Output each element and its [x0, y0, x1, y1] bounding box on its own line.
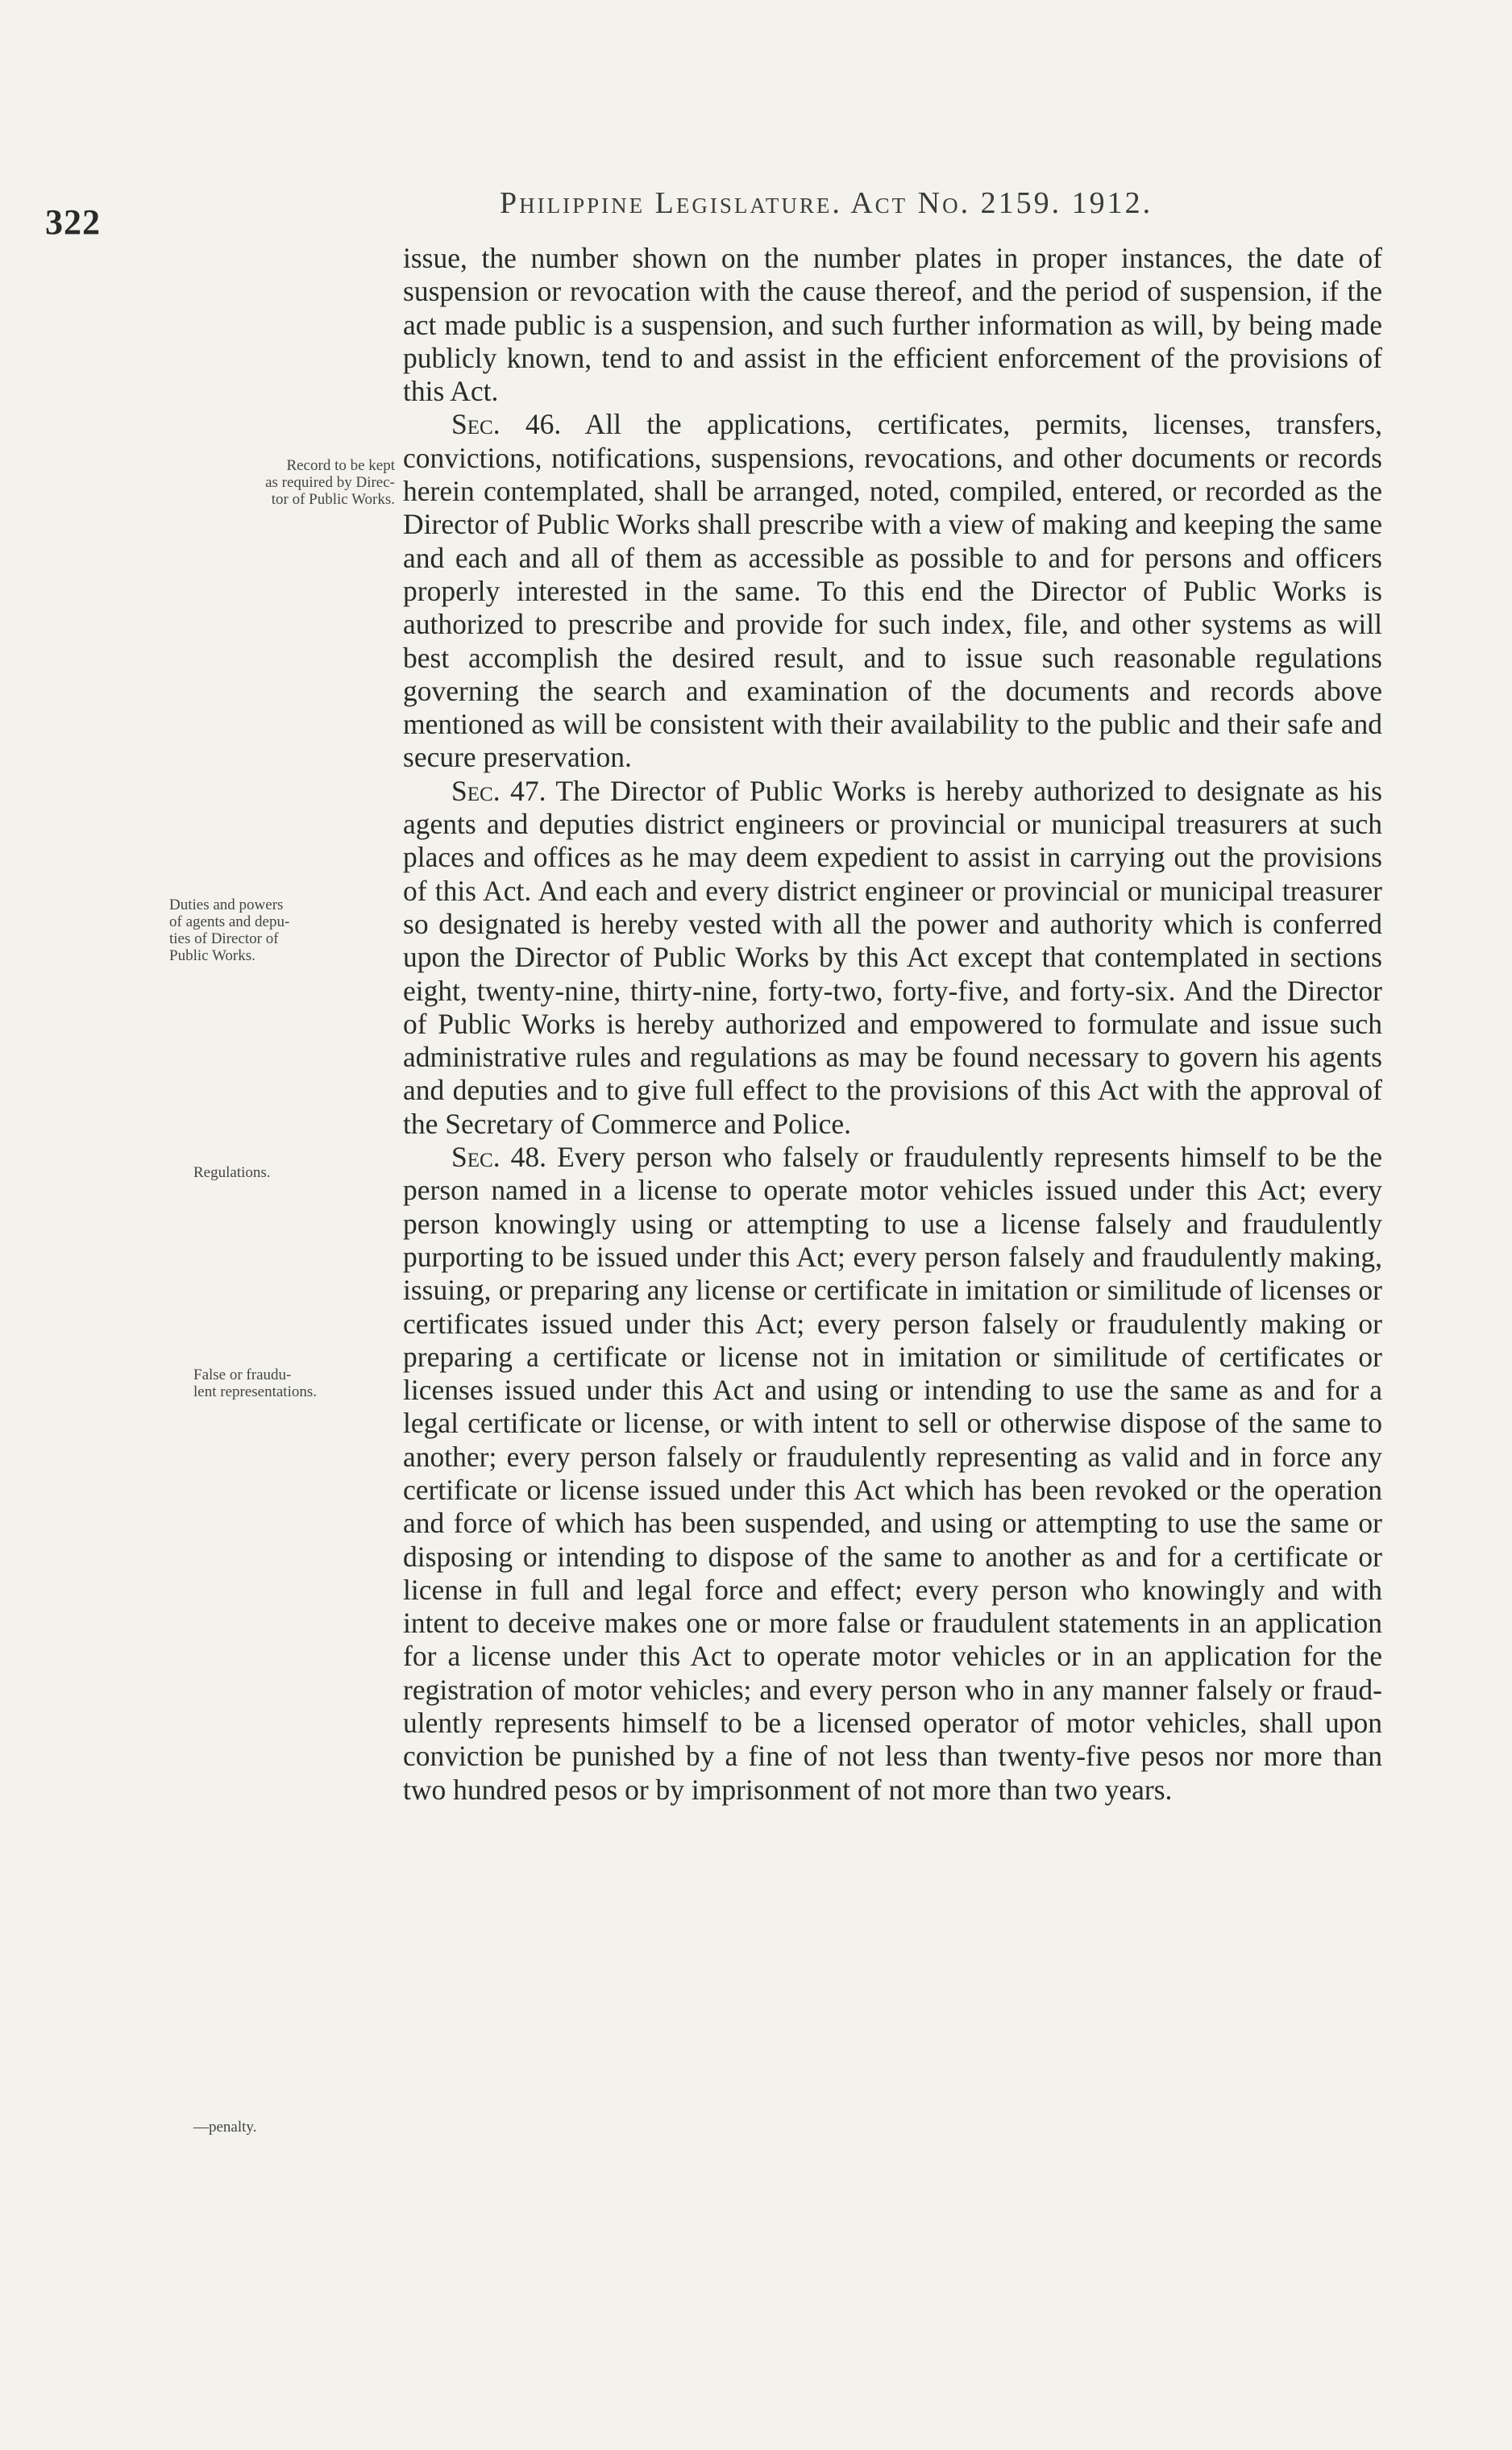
- paragraph-sec-47: [403, 775, 1382, 1141]
- paragraph-sec-48: [403, 1141, 1382, 1807]
- section-label: Sec. 46.: [451, 408, 562, 441]
- margin-note-line: Regulations.: [193, 1164, 271, 1181]
- margin-note-line: as required by Direc-: [265, 474, 395, 491]
- margin-note-line: ties of Director of: [169, 930, 279, 947]
- section-label: Sec. 48.: [451, 1141, 547, 1174]
- running-head: Philippine Legislature. Act No. 2159. 1912.: [500, 186, 1153, 220]
- section-text: The Director of Public Works is hereby authorized to designate as his agents and deputies district engineers or provincial or municipal treasurers at such places and offices as he may deem expedient to assist in carrying out the provisions of this Act. And each and every district engineer or provincial or municipal treasurer so designated is hereby vested with all the power and authority which is conferred upon the Director of Public Works by this Act except that contemplated in sections eight, twenty-nine, thirty-nine, forty-two, forty-five, and forty-six. And the Director of Public Works is hereby authorized and empowered to formulate and issue such administrative rules and regulations as may be found necessary to govern his agents and deputies and to give full effect to the provisions of this Act with the approval of the Secretary of Commerce and Police.: [403, 774, 1382, 1140]
- margin-note-line: of agents and depu-: [169, 913, 290, 930]
- margin-note-line: lent representations.: [193, 1383, 318, 1400]
- margin-note-line: False or fraudu-: [193, 1366, 292, 1383]
- paragraph-sec-46: [403, 408, 1382, 774]
- body-text: [403, 242, 1382, 1807]
- margin-note-line: Duties and powers: [169, 896, 284, 913]
- margin-note-record: [153, 457, 395, 508]
- section-text: Every person who falsely or fraudulently represents himself to be the person named in a license to operate motor vehicles issued under this Act; every person knowingly using or attempting to use a license falsely and fraudulently purporting to be issued under this Act; every person falsely and fraudulently making, issuing, or preparing any license or certificate in imitation or similitude of licenses or certificates issued under this Act; every person falsely or fraudulently making or preparing a certificate or license not in imitation or similitude of certificates or licenses issued under this Act and using or intending to use the same as and for a legal certificate or license, or with intent to sell or otherwise dispose of the same to another; every person falsely or fraudulently representing as valid and in force any certificate or license issued under this Act which has been revoked or the operation and force of which has been suspended, and using or attempting to use the same or disposing or intending to dispose of the same to another as and for a certificate or license in full and legal force and effect; every person who knowingly and with intent to deceive makes one or more false or fraudulent statements in an application for a license under this Act to operate motor vehicles or in an application for the registration of motor vehicles; and every person who in any manner falsely or fraudulently represents himself to be a licensed operator of motor vehicles, shall upon conviction be punished by a fine of not less than twenty-five pesos nor more than two hundred pesos or by imprisonment of not more than two years.: [403, 1141, 1382, 1806]
- section-label: Sec. 47.: [451, 774, 546, 807]
- margin-note-regulations: [193, 1164, 435, 1181]
- margin-note-line: —penalty.: [193, 2119, 257, 2136]
- margin-note-line: Record to be kept: [286, 457, 395, 474]
- page-number: 322: [45, 202, 101, 242]
- section-text: All the applications, certificates, permits, licenses, transfers, convictions, notifications, suspensions, revocations, and other documents or records herein contemplated, shall be arranged, noted, compiled, entered, or recorded as the Director of Public Works shall prescribe with a view of making and keeping the same and each and all of them as accessible as possible to and for persons and officers properly interested in the same. To this end the Director of Public Works is authorized to prescribe and provide for such index, file, and other systems as will best accomplish the desired result, and to issue such reasonable regulations governing the search and examination of the documents and records above mentioned as will be consistent with their availability to the public and their safe and secure preservation.: [403, 408, 1382, 774]
- margin-note-line: tor of Public Works.: [271, 491, 395, 508]
- margin-note-line: Public Works.: [169, 947, 255, 964]
- margin-note-false: [193, 1366, 435, 1400]
- margin-note-penalty: [193, 2119, 435, 2136]
- paragraph-continuation: issue, the number shown on the number plates in proper instances, the date of suspension or revocation with the cause thereof, and the period of suspension, if the act made public is a suspension, and such further information as will, by being made publicly known, tend to and assist in the efficient enforcement of the provisions of this Act.: [403, 242, 1382, 408]
- margin-note-duties: [169, 896, 435, 964]
